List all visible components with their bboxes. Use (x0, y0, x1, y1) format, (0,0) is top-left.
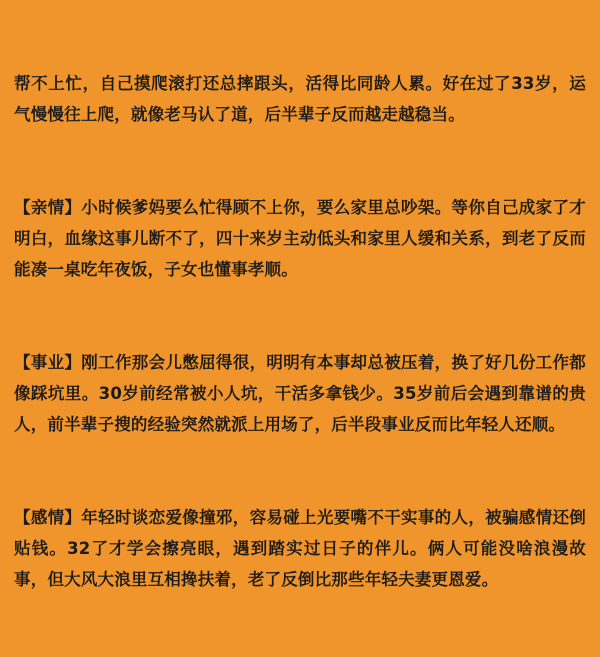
paragraph-family: 【亲情】小时候爹妈要么忙得顾不上你，要么家里总吵架。等你自己成家了才明白，血缘这事儿断不了，四十来岁主动低头和家里人缓和关系，到老了反而能凑一桌吃年夜饭，子女也懂事孝顺。 (14, 198, 586, 279)
paragraph-love: 【感情】年轻时谈恋爱像撞邪，容易碰上光要嘴不干实事的人，被骗感情还倒贴钱。32了才学会擦亮眼，遇到踏实过日子的伴儿。俩人可能没啥浪漫故事，但大风大浪里互相搀扶着，老了反倒比那些年轻夫妻更恩爱。 (14, 508, 586, 589)
document-body (14, 6, 586, 657)
paragraph-intro: 帮不上忙，自己摸爬滚打还总摔跟头，活得比同龄人累。好在过了33岁，运气慢慢往上爬，就像老马认了道，后半辈子反而越走越稳当。 (14, 74, 586, 124)
paragraph-career: 【事业】刚工作那会儿憋屈得很，明明有本事却总被压着，换了好几份工作都像踩坑里。30岁前经常被小人坑，干活多拿钱少。35岁前后会遇到靠谱的贵人，前半辈子搜的经验突然就派上用场了，后半段事业反而比年轻人还顺。 (14, 353, 586, 434)
